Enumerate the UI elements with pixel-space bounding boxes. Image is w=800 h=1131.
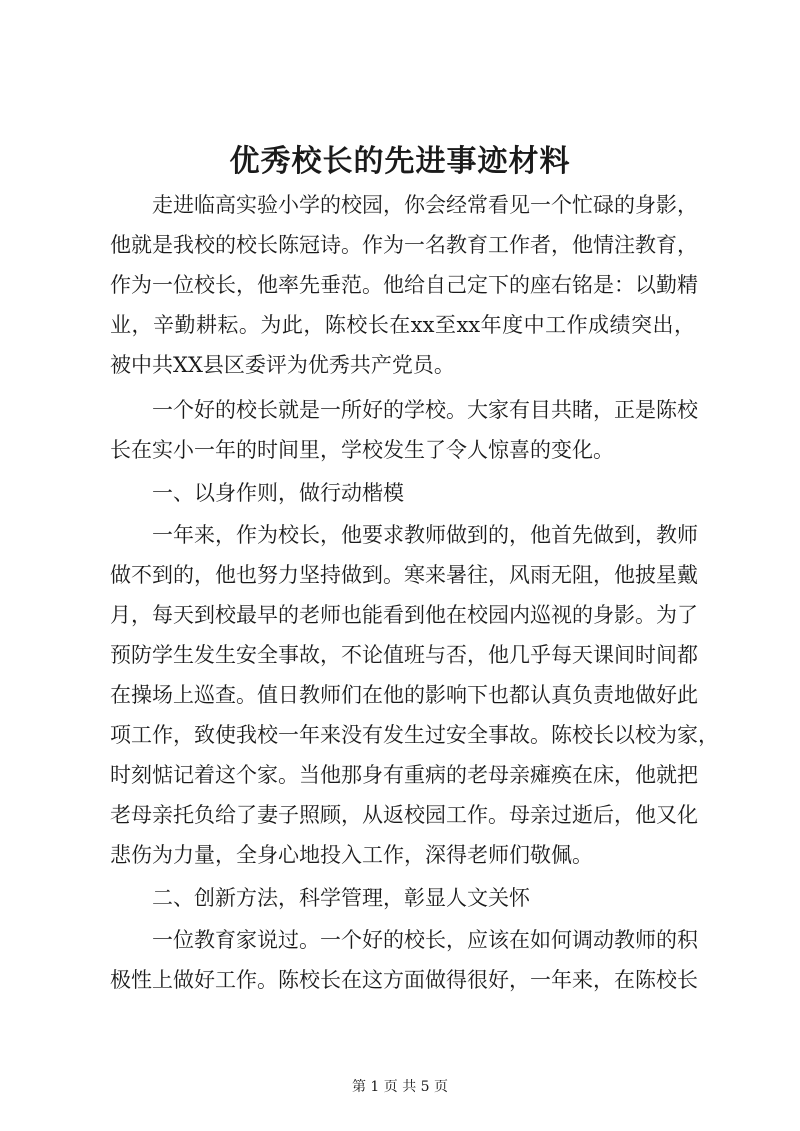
paragraph-line: 时刻惦记着这个家。当他那身有重病的老母亲瘫痪在床，他就把	[110, 763, 698, 787]
paragraph-line: 在操场上巡查。值日教师们在他的影响下也都认真负责地做好此	[110, 683, 698, 707]
paragraph-line: 老母亲托负给了妻子照顾，从返校园工作。母亲过逝后，他又化	[110, 803, 698, 827]
paragraph-line: 预防学生发生安全事故，不论值班与否，他几乎每天课间时间都	[110, 643, 698, 667]
paragraph-line: 一位教育家说过。一个好的校长，应该在如何调动教师的积	[110, 928, 698, 952]
section-heading: 一、以身作则，做行动楷模	[110, 481, 404, 505]
page-title: 优秀校长的先进事迹材料	[229, 144, 571, 179]
paragraph-line: 作为一位校长，他率先垂范。他给自己定下的座右铭是：以勤精	[110, 273, 698, 297]
paragraph-line: 长在实小一年的时间里，学校发生了令人惊喜的变化。	[110, 438, 614, 462]
section-heading: 二、创新方法，科学管理，彰显人文关怀	[110, 886, 530, 910]
paragraph-line: 他就是我校的校长陈冠诗。作为一名教育工作者，他情注教育，	[110, 233, 698, 257]
paragraph-line: 项工作，致使我校一年来没有发生过安全事故。陈校长以校为家，	[110, 723, 719, 747]
paragraph-line: 一年来，作为校长，他要求教师做到的，他首先做到，教师	[110, 523, 698, 547]
paragraph-line: 业，辛勤耕耘。为此，陈校长在xx至xx年度中工作成绩突出，	[110, 313, 695, 337]
paragraph-line: 被中共XX县区委评为优秀共产党员。	[110, 353, 455, 377]
paragraph-line: 月，每天到校最早的老师也能看到他在校园内巡视的身影。为了	[110, 603, 698, 627]
paragraph-line: 做不到的，他也努力坚持做到。寒来暑往，风雨无阻，他披星戴	[110, 563, 698, 587]
paragraph-line: 极性上做好工作。陈校长在这方面做得很好，一年来，在陈校长	[110, 968, 698, 992]
paragraph-line: 悲伤为力量，全身心地投入工作，深得老师们敬佩。	[110, 843, 593, 867]
page-footer: 第 1 页 共 5 页	[351, 1079, 449, 1095]
paragraph-line: 走进临高实验小学的校园，你会经常看见一个忙碌的身影，	[110, 193, 698, 217]
paragraph-line: 一个好的校长就是一所好的学校。大家有目共睹，正是陈校	[110, 398, 698, 422]
